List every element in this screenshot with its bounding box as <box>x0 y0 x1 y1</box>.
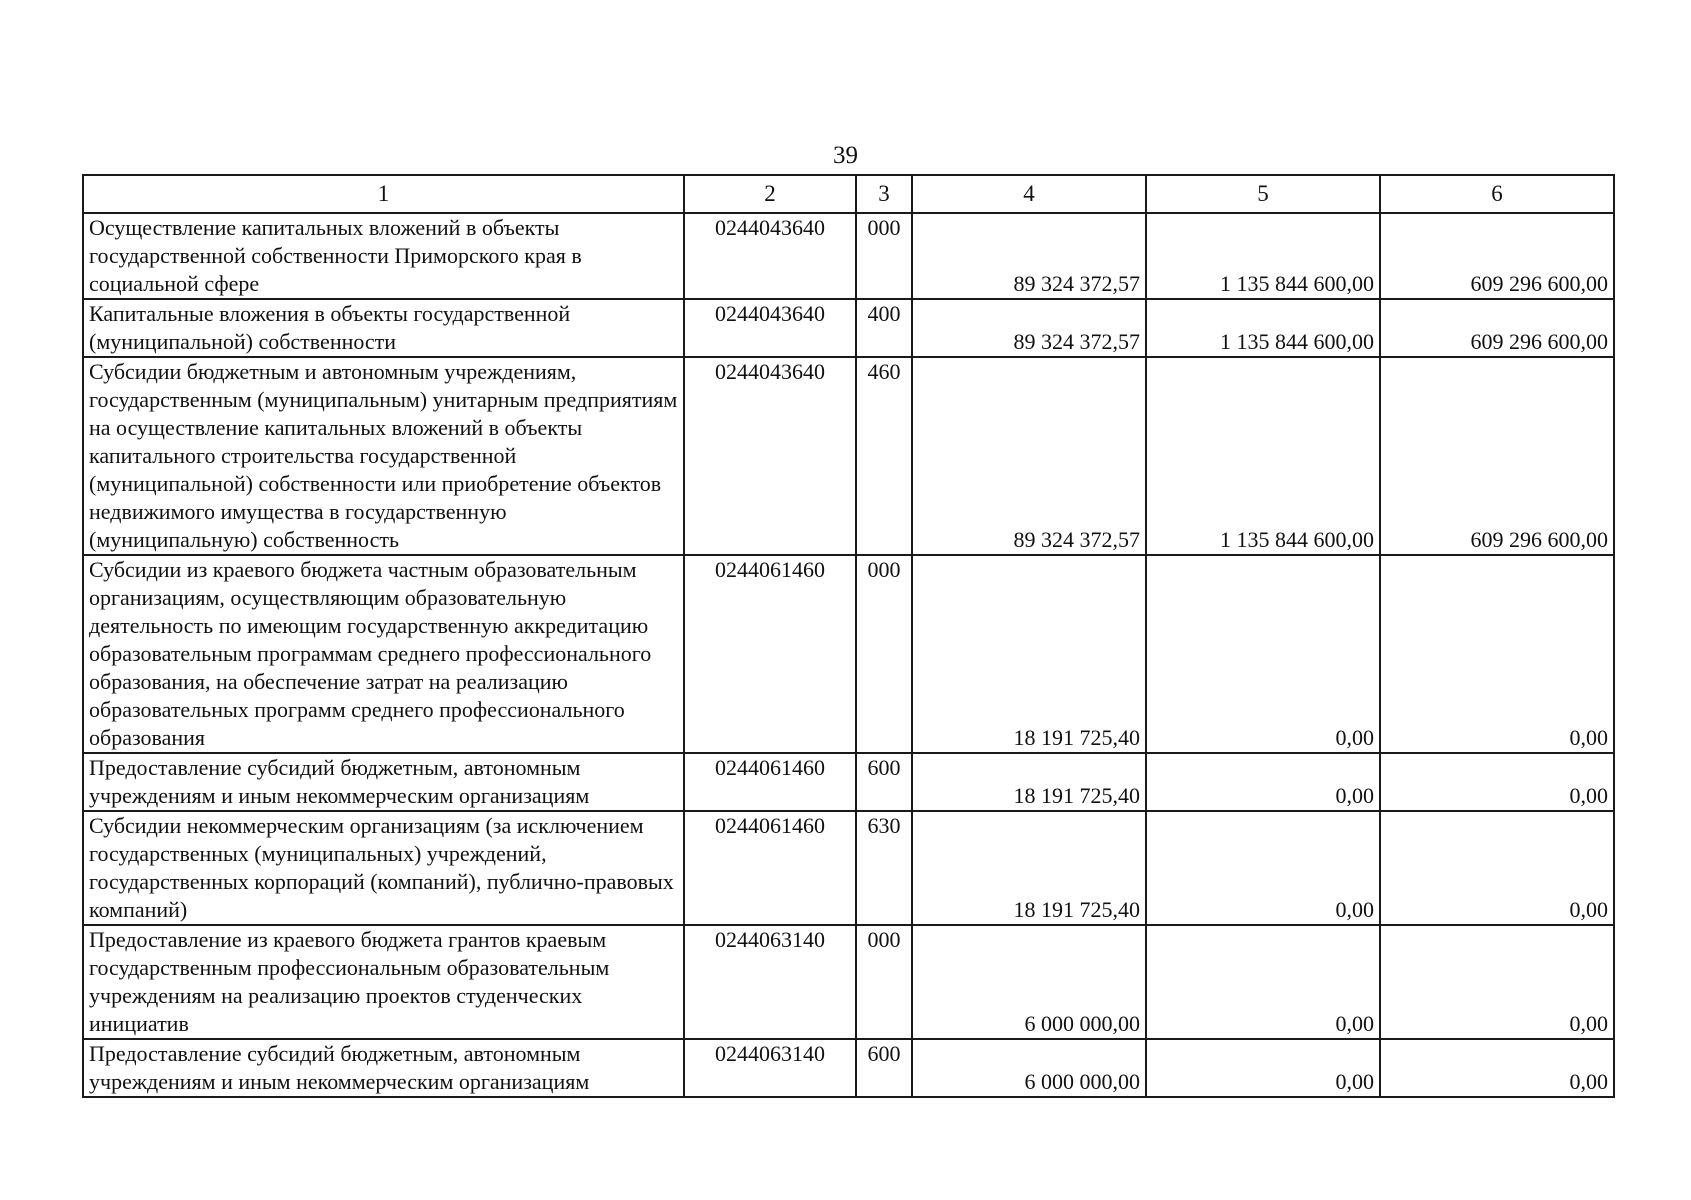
row-amount-col4: 18 191 725,40 <box>912 555 1146 753</box>
row-amount-col5: 0,00 <box>1146 1039 1380 1097</box>
row-name: Капитальные вложения в объекты государственной (муниципальной) собственности <box>83 299 684 357</box>
row-amount-col4: 6 000 000,00 <box>912 925 1146 1039</box>
row-expense-kind: 000 <box>856 555 912 753</box>
table-row <box>83 811 1614 925</box>
row-target-code: 0244043640 <box>684 299 856 357</box>
row-amount-col5: 0,00 <box>1146 811 1380 925</box>
row-expense-kind: 400 <box>856 299 912 357</box>
table-row <box>83 299 1614 357</box>
row-amount-col5: 1 135 844 600,00 <box>1146 299 1380 357</box>
row-expense-kind: 000 <box>856 925 912 1039</box>
column-header-3: 3 <box>856 175 912 213</box>
row-target-code: 0244061460 <box>684 753 856 811</box>
row-expense-kind: 630 <box>856 811 912 925</box>
table-row <box>83 753 1614 811</box>
row-name: Предоставление субсидий бюджетным, автономным учреждениям и иным некоммерческим организациям <box>83 753 684 811</box>
row-target-code: 0244043640 <box>684 213 856 299</box>
row-amount-col6: 609 296 600,00 <box>1380 299 1614 357</box>
row-amount-col4: 89 324 372,57 <box>912 213 1146 299</box>
row-name: Осуществление капитальных вложений в объекты государственной собственности Приморского края в социальной сфере <box>83 213 684 299</box>
column-header-5: 5 <box>1146 175 1380 213</box>
table-header-row <box>83 175 1614 213</box>
column-header-6: 6 <box>1380 175 1614 213</box>
row-amount-col5: 0,00 <box>1146 555 1380 753</box>
row-amount-col6: 0,00 <box>1380 811 1614 925</box>
row-expense-kind: 460 <box>856 357 912 555</box>
row-amount-col6: 0,00 <box>1380 753 1614 811</box>
row-amount-col4: 6 000 000,00 <box>912 1039 1146 1097</box>
row-amount-col4: 18 191 725,40 <box>912 811 1146 925</box>
row-amount-col6: 0,00 <box>1380 1039 1614 1097</box>
row-expense-kind: 600 <box>856 753 912 811</box>
row-amount-col4: 18 191 725,40 <box>912 753 1146 811</box>
row-name: Предоставление субсидий бюджетным, автономным учреждениям и иным некоммерческим организациям <box>83 1039 684 1097</box>
row-amount-col4: 89 324 372,57 <box>912 299 1146 357</box>
budget-table <box>82 174 1615 1098</box>
column-header-2: 2 <box>684 175 856 213</box>
table-row <box>83 925 1614 1039</box>
table-row <box>83 1039 1614 1097</box>
row-name: Субсидии некоммерческим организациям (за исключением государственных (муниципальных) учреждений, государственных корпораций (компаний), публично-правовых компаний) <box>83 811 684 925</box>
row-amount-col5: 0,00 <box>1146 925 1380 1039</box>
row-amount-col6: 0,00 <box>1380 555 1614 753</box>
row-amount-col5: 1 135 844 600,00 <box>1146 357 1380 555</box>
row-name: Субсидии из краевого бюджета частным образовательным организациям, осуществляющим образовательную деятельность по имеющим государственную аккредитацию образовательным программам среднего профессионального образования, на обеспечение затрат на реализацию образовательных программ среднего профессионального образования <box>83 555 684 753</box>
page-number: 39 <box>833 142 858 169</box>
row-target-code: 0244063140 <box>684 1039 856 1097</box>
table-row <box>83 213 1614 299</box>
row-expense-kind: 000 <box>856 213 912 299</box>
row-amount-col4: 89 324 372,57 <box>912 357 1146 555</box>
row-target-code: 0244043640 <box>684 357 856 555</box>
row-amount-col6: 0,00 <box>1380 925 1614 1039</box>
row-amount-col6: 609 296 600,00 <box>1380 357 1614 555</box>
column-header-1: 1 <box>83 175 684 213</box>
table-row <box>83 555 1614 753</box>
row-name: Предоставление из краевого бюджета грантов краевым государственным профессиональным образовательным учреждениям на реализацию проектов студенческих инициатив <box>83 925 684 1039</box>
row-amount-col5: 0,00 <box>1146 753 1380 811</box>
table-row <box>83 357 1614 555</box>
row-expense-kind: 600 <box>856 1039 912 1097</box>
column-header-4: 4 <box>912 175 1146 213</box>
row-amount-col5: 1 135 844 600,00 <box>1146 213 1380 299</box>
row-target-code: 0244061460 <box>684 811 856 925</box>
row-amount-col6: 609 296 600,00 <box>1380 213 1614 299</box>
row-target-code: 0244063140 <box>684 925 856 1039</box>
row-name: Субсидии бюджетным и автономным учреждениям, государственным (муниципальным) унитарным предприятиям на осуществление капитальных вложений в объекты капитального строительства государственной (муниципальной) собственности или приобретение объектов недвижимого имущества в государственную (муниципальную) собственность <box>83 357 684 555</box>
row-target-code: 0244061460 <box>684 555 856 753</box>
